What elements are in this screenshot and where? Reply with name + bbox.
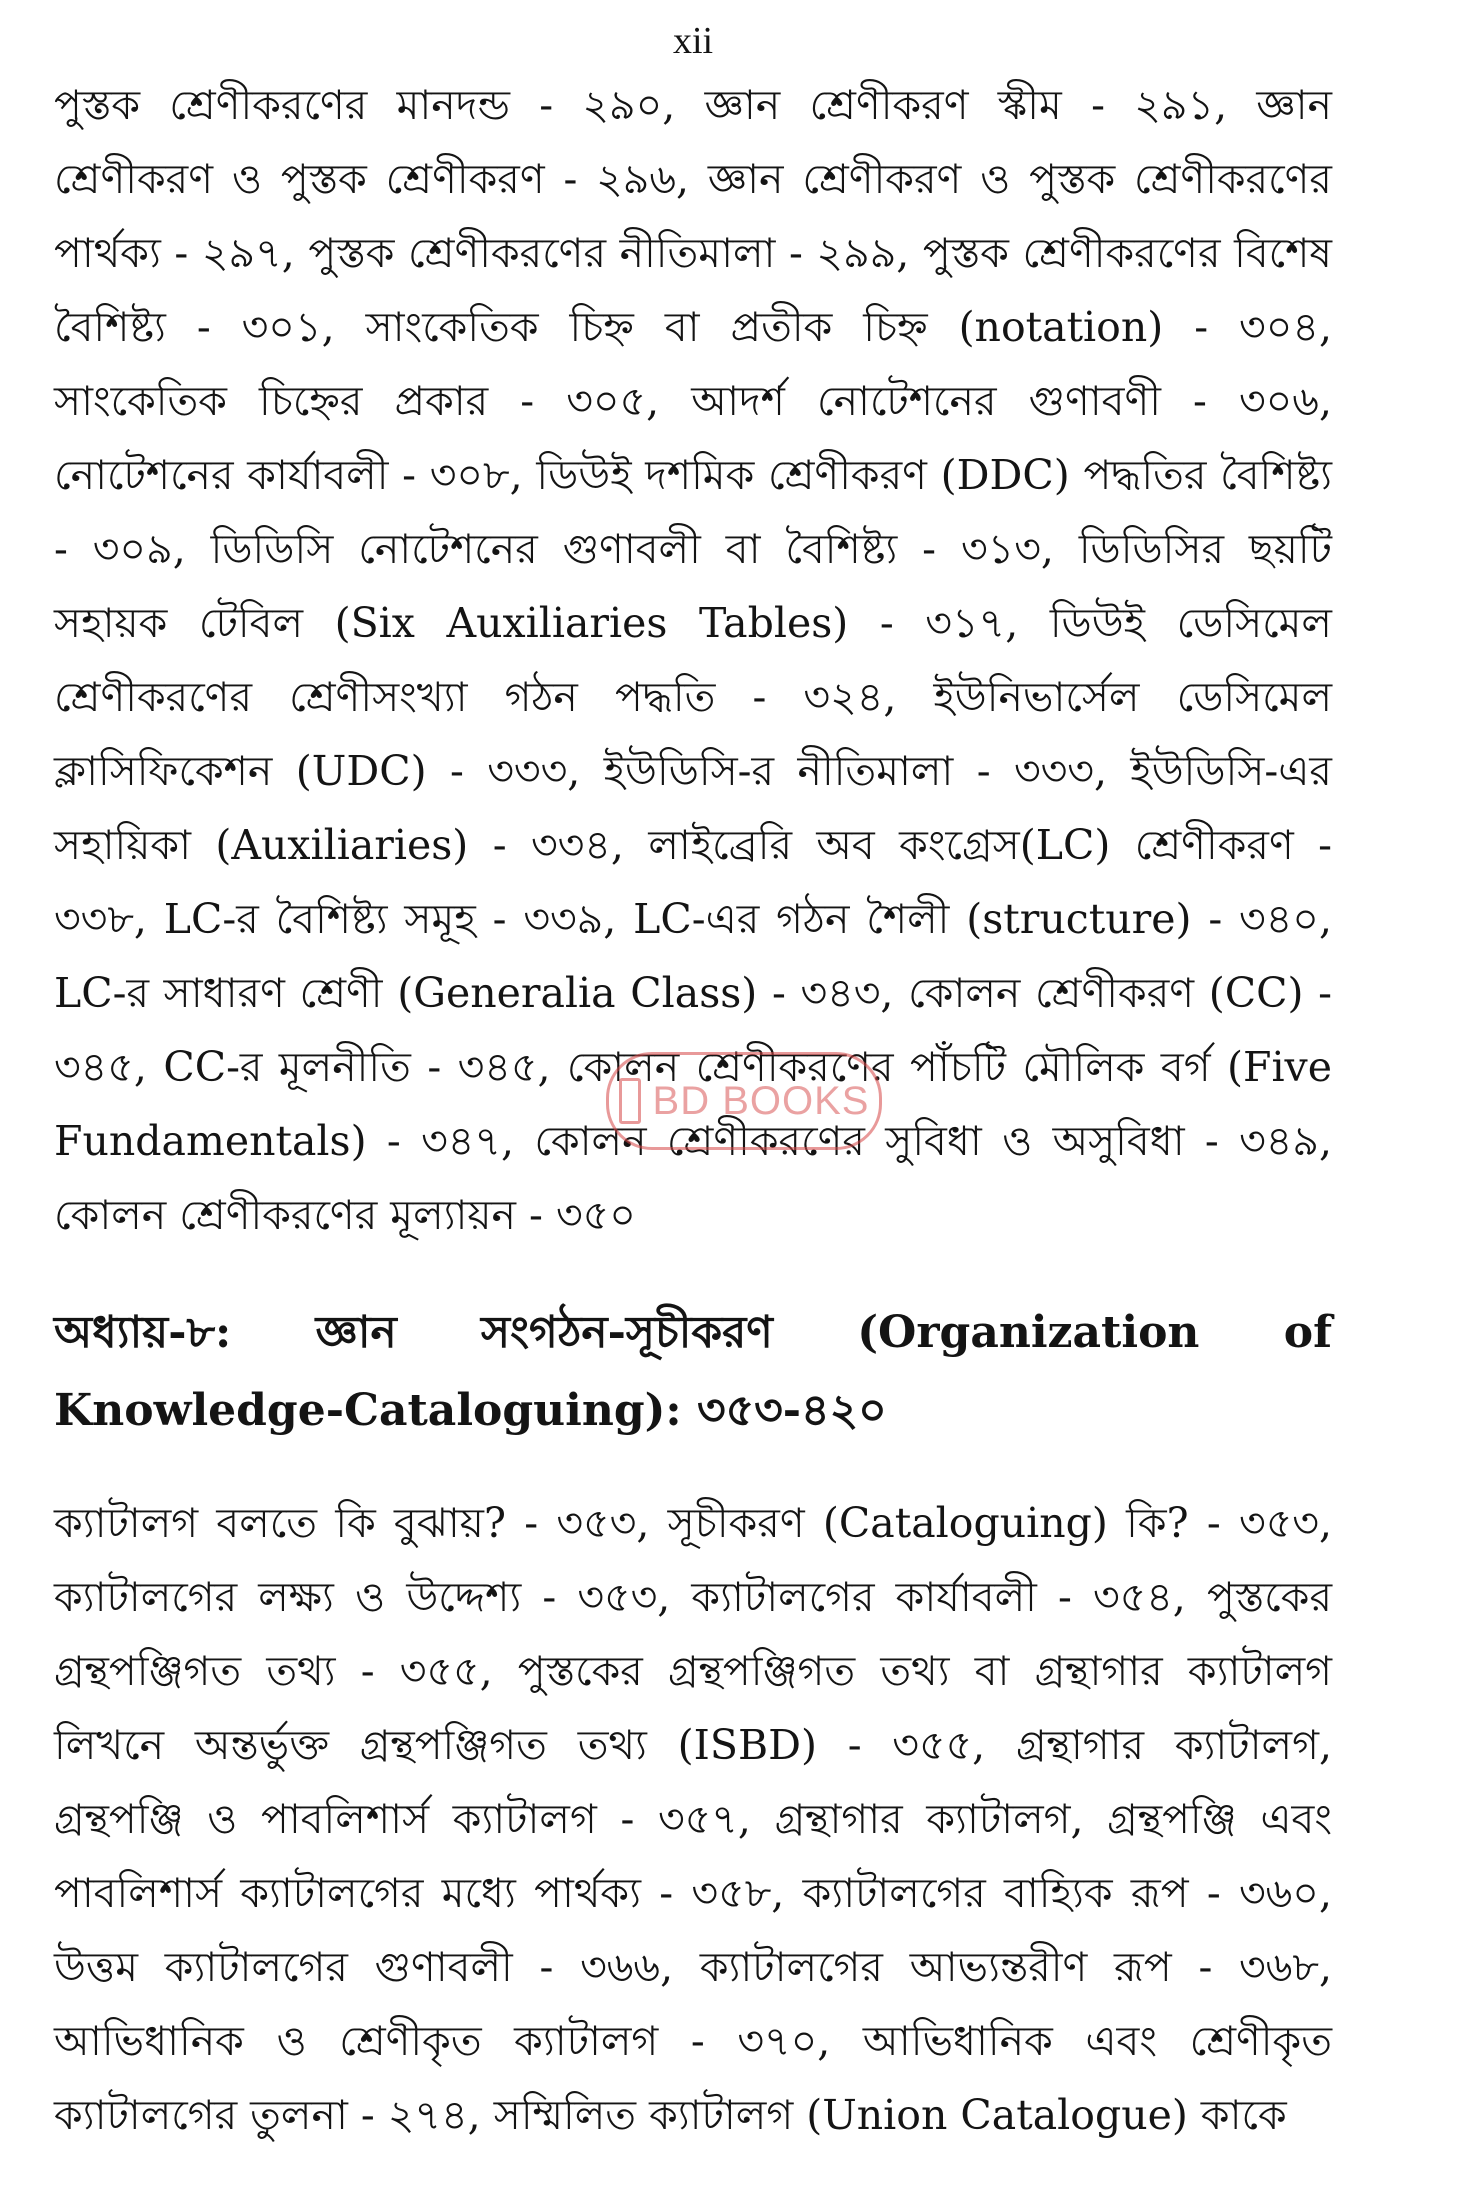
chapter-heading: অধ্যায়-৮: জ্ঞান সংগঠন-সূচীকরণ (Organization of Knowledge-Cataloguing): ৩৫৩-৪২০ [54,1307,1332,1436]
contents-paragraph-cataloguing: ক্যাটালগ বলতে কি বুঝায়? - ৩৫৩, সূচীকরণ (Cataloguing) কি? - ৩৫৩, ক্যাটালগের লক্ষ্য ও উদ্দেশ্য - ৩৫৩, ক্যাটালগের কার্যাবলী - ৩৫৪, পুস্তকের গ্রন্থপঞ্জিগত তথ্য - ৩৫৫, পুস্তকের গ্রন্থপঞ্জিগত তথ্য বা গ্রন্থাগার ক্যাটালগ লিখনে অন্তর্ভুক্ত গ্রন্থপঞ্জিগত তথ্য (ISBD) - ৩৫৫, গ্রন্থাগার ক্যাটালগ, গ্রন্থপঞ্জি ও পাবলিশার্স ক্যাটালগ - ৩৫৭, গ্রন্থাগার ক্যাটালগ, গ্রন্থপঞ্জি এবং পাবলিশার্স ক্যাটালগের মধ্যে পার্থক্য - ৩৫৮, ক্যাটালগের বাহ্যিক রূপ - ৩৬০, উত্তম ক্যাটালগের গুণাবলী - ৩৬৬, ক্যাটালগের আভ্যন্তরীণ রূপ - ৩৬৮, আভিধানিক ও শ্রেণীকৃত ক্যাটালগ - ৩৭০, আভিধানিক এবং শ্রেণীকৃত ক্যাটালগের তুলনা - ২৭৪, সম্মিলিত ক্যাটালগ (Union Catalogue) কাকে [54,1499,1332,2139]
watermark-text: BD BOOKS [652,1078,870,1123]
contents-paragraph-classification: পুস্তক শ্রেণীকরণের মানদন্ড - ২৯০, জ্ঞান শ্রেণীকরণ স্কীম - ২৯১, জ্ঞান শ্রেণীকরণ ও পুস্তক শ্রেণীকরণ - ২৯৬, জ্ঞান শ্রেণীকরণ ও পুস্তক শ্রেণীকরণের পার্থক্য - ২৯৭, পুস্তক শ্রেণীকরণের নীতিমালা - ২৯৯, পুস্তক শ্রেণীকরণের বিশেষ বৈশিষ্ট্য - ৩০১, সাংকেতিক চিহ্ন বা প্রতীক চিহ্ন (notation) - ৩০৪, সাংকেতিক চিহ্নের প্রকার - ৩০৫, আদর্শ নোটেশনের গুণাবণী - ৩০৬, নোটেশনের কার্যাবলী - ৩০৮, ডিউই দশমিক শ্রেণীকরণ (DDC) পদ্ধতির বৈশিষ্ট্য - ৩০৯, ডিডিসি নোটেশনের গুণাবলী বা বৈশিষ্ট্য - ৩১৩, ডিডিসির ছয়টি সহায়ক টেবিল (Six Auxiliaries Tables) - ৩১৭, ডিউই ডেসিমেল শ্রেণীকরণের শ্রেণীসংখ্যা গঠন পদ্ধতি - ৩২৪, ইউনিভার্সেল ডেসিমেল ক্লাসিফিকেশন (UDC) - ৩৩৩, ইউডিসি-র নীতিমালা - ৩৩৩, ইউডিসি-এর সহায়িকা (Auxiliaries) - ৩৩৪, লাইব্রেরি অব কংগ্রেস(LC) শ্রেণীকরণ - ৩৩৮, LC-র বৈশিষ্ট্য সমূহ - ৩৩৯, LC-এর গঠন শৈলী (structure) - ৩৪০, LC-র সাধারণ শ্রেণী (Generalia Class) - ৩৪৩, কোলন শ্রেণীকরণ (CC) - ৩৪৫, CC-র মূলনীতি - ৩৪৫, কোলন শ্রেণীকরণের পাঁচটি মৌলিক বর্গ (Five Fundamentals) - ৩৪৭, কোলন শ্রেণীকরণের সুবিধা ও অসুবিধা - ৩৪৯, কোলন শ্রেণীকরণের মূল্যায়ন - ৩৫০ [54,81,1332,1239]
page-number: xii [672,20,714,62]
